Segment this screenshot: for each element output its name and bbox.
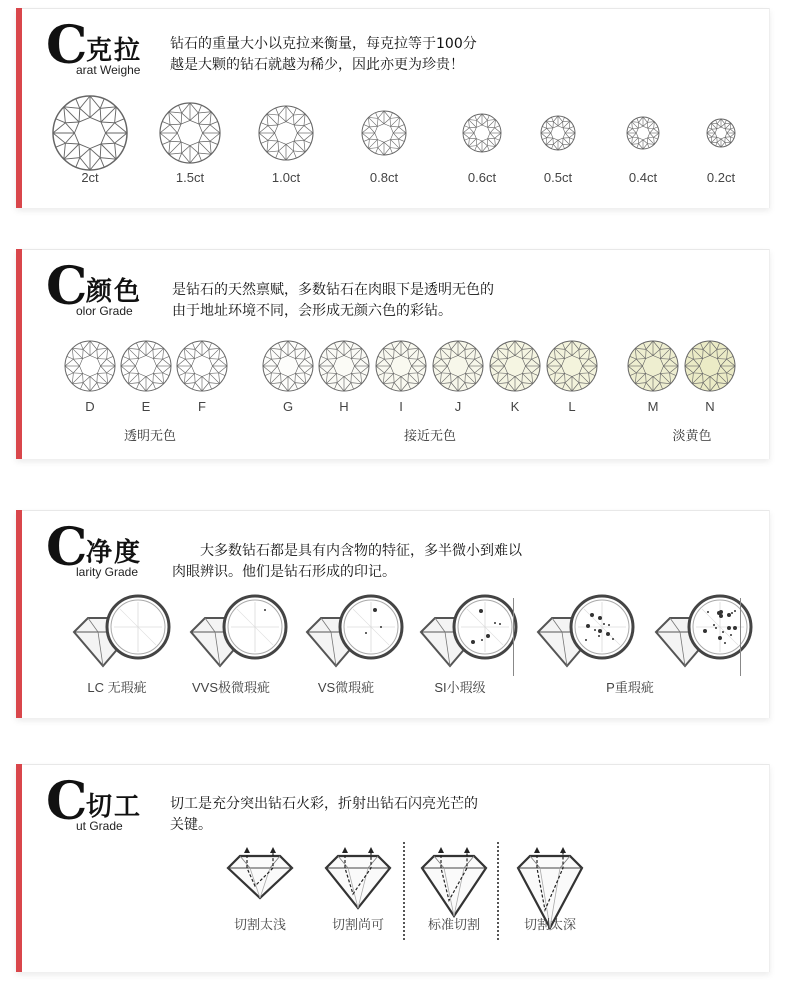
cut-description: [170, 794, 478, 836]
carat-size-label: 0.4ct: [628, 170, 658, 185]
clarity-diamond-icon: [303, 594, 413, 674]
color-badge: [46, 256, 171, 337]
carat-gem-icon: [625, 115, 661, 151]
color-gem-icon: [626, 339, 680, 393]
color-grade-label: M: [647, 399, 659, 414]
color-group-colorless: 透明无色: [123, 429, 176, 444]
color-gem-icon: [63, 339, 117, 393]
clarity-desc-line-2: 肉眼辨识。他们是钻石形成的印记。: [172, 564, 396, 580]
clarity-grade-label: LC 无瑕疵: [87, 680, 147, 695]
carat-size-label: 0.8ct: [369, 170, 399, 185]
clarity-desc-line-1: 大多数钻石都是具有内含物的特征，多半微小到难以: [200, 543, 522, 559]
carat-gem-icon: [257, 104, 315, 162]
carat-gem-icon: [461, 112, 503, 154]
clarity-diamond-icon: [70, 594, 180, 674]
carat-badge: [46, 15, 171, 96]
clarity-title: 净度: [86, 538, 143, 568]
carat-size-label: 1.0ct: [271, 170, 301, 185]
cut-section: [16, 764, 770, 972]
carat-subtitle: arat Weighe: [76, 63, 141, 77]
color-grade-label: L: [568, 399, 576, 414]
carat-gem-icon: [360, 109, 408, 157]
color-gem-icon: [488, 339, 542, 393]
carat-letter: C: [46, 15, 88, 76]
color-gem-icon: [119, 339, 173, 393]
clarity-diamond-icon: [534, 594, 644, 674]
clarity-divider-1: [513, 598, 514, 676]
carat-size-label: 2ct: [81, 170, 99, 185]
clarity-section: [16, 510, 770, 718]
cut-grade-label: 切割太深: [523, 917, 576, 932]
clarity-diamond-icon: [187, 594, 297, 674]
color-group-near-colorless: 接近无色: [403, 429, 456, 444]
clarity-grade-label: VVS极微瑕疵: [191, 680, 270, 695]
color-section: [16, 249, 770, 459]
color-gem-icon: [261, 339, 315, 393]
color-gem-icon: [683, 339, 737, 393]
carat-section: [16, 8, 770, 208]
color-gem-icon: [317, 339, 371, 393]
cut-desc-line-2: 关键。: [170, 817, 212, 833]
carat-size-label: 0.2ct: [706, 170, 736, 185]
clarity-description: [172, 541, 522, 583]
color-grade-label: G: [282, 399, 294, 414]
clarity-divider-2: [740, 598, 741, 676]
carat-desc-line-2: 越是大颗的钻石就越为稀少，因此亦更为珍贵！: [170, 57, 464, 73]
color-desc-line-2: 由于地址环境不同，会形成无颜六色的彩钻。: [172, 303, 452, 319]
carat-title: 克拉: [86, 36, 143, 66]
clarity-grade-label: VS微瑕疵: [317, 680, 375, 695]
cut-title: 切工: [86, 792, 143, 822]
cut-badge: [46, 771, 171, 852]
carat-size-label: 1.5ct: [175, 170, 205, 185]
clarity-subtitle: larity Grade: [76, 565, 139, 579]
color-grade-label: H: [339, 399, 349, 414]
color-letter: C: [46, 256, 88, 317]
color-grade-label: D: [85, 399, 95, 414]
carat-gem-icon: [158, 101, 222, 165]
cut-divider-2: [497, 842, 499, 940]
clarity-badge: [46, 517, 171, 598]
color-gem-icon: [374, 339, 428, 393]
cut-grade-label: 切割太浅: [233, 917, 286, 932]
cut-divider-1: [403, 842, 405, 940]
carat-size-label: 0.6ct: [467, 170, 497, 185]
carat-gem-icon: [51, 94, 129, 172]
color-gem-icon: [431, 339, 485, 393]
clarity-letter: C: [46, 517, 88, 578]
color-grade-label: K: [510, 399, 520, 414]
color-grade-label: F: [198, 399, 206, 414]
color-grade-label: I: [399, 399, 403, 414]
cut-desc-line-1: 切工是充分突出钻石火彩，折射出钻石闪亮光芒的: [170, 796, 478, 812]
color-description: [172, 280, 494, 322]
carat-description: [170, 34, 477, 76]
clarity-grade-label: P重瑕疵: [606, 680, 654, 695]
cut-letter: C: [46, 771, 88, 832]
cut-grade-label: 标准切割: [427, 917, 480, 932]
color-gem-icon: [175, 339, 229, 393]
color-desc-line-1: 是钻石的天然禀赋，多数钻石在肉眼下是透明无色的: [172, 282, 494, 298]
color-group-faint-yellow: 淡黄色: [672, 429, 712, 444]
clarity-grade-label: SI小瑕级: [434, 680, 486, 695]
carat-gem-icon: [705, 117, 737, 149]
cut-grade-label: 切割尚可: [331, 917, 384, 932]
color-subtitle: olor Grade: [76, 304, 133, 318]
color-gem-icon: [545, 339, 599, 393]
cut-subtitle: ut Grade: [76, 819, 123, 833]
carat-size-label: 0.5ct: [543, 170, 573, 185]
carat-desc-line-1: 钻石的重量大小以克拉来衡量，每克拉等于100分: [170, 36, 477, 52]
color-grade-label: J: [454, 399, 462, 414]
color-grade-label: N: [705, 399, 715, 414]
color-grade-label: E: [141, 399, 151, 414]
color-title: 颜色: [86, 277, 143, 307]
clarity-diamond-icon: [652, 594, 762, 674]
clarity-diamond-icon: [417, 594, 527, 674]
carat-gem-icon: [539, 114, 577, 152]
